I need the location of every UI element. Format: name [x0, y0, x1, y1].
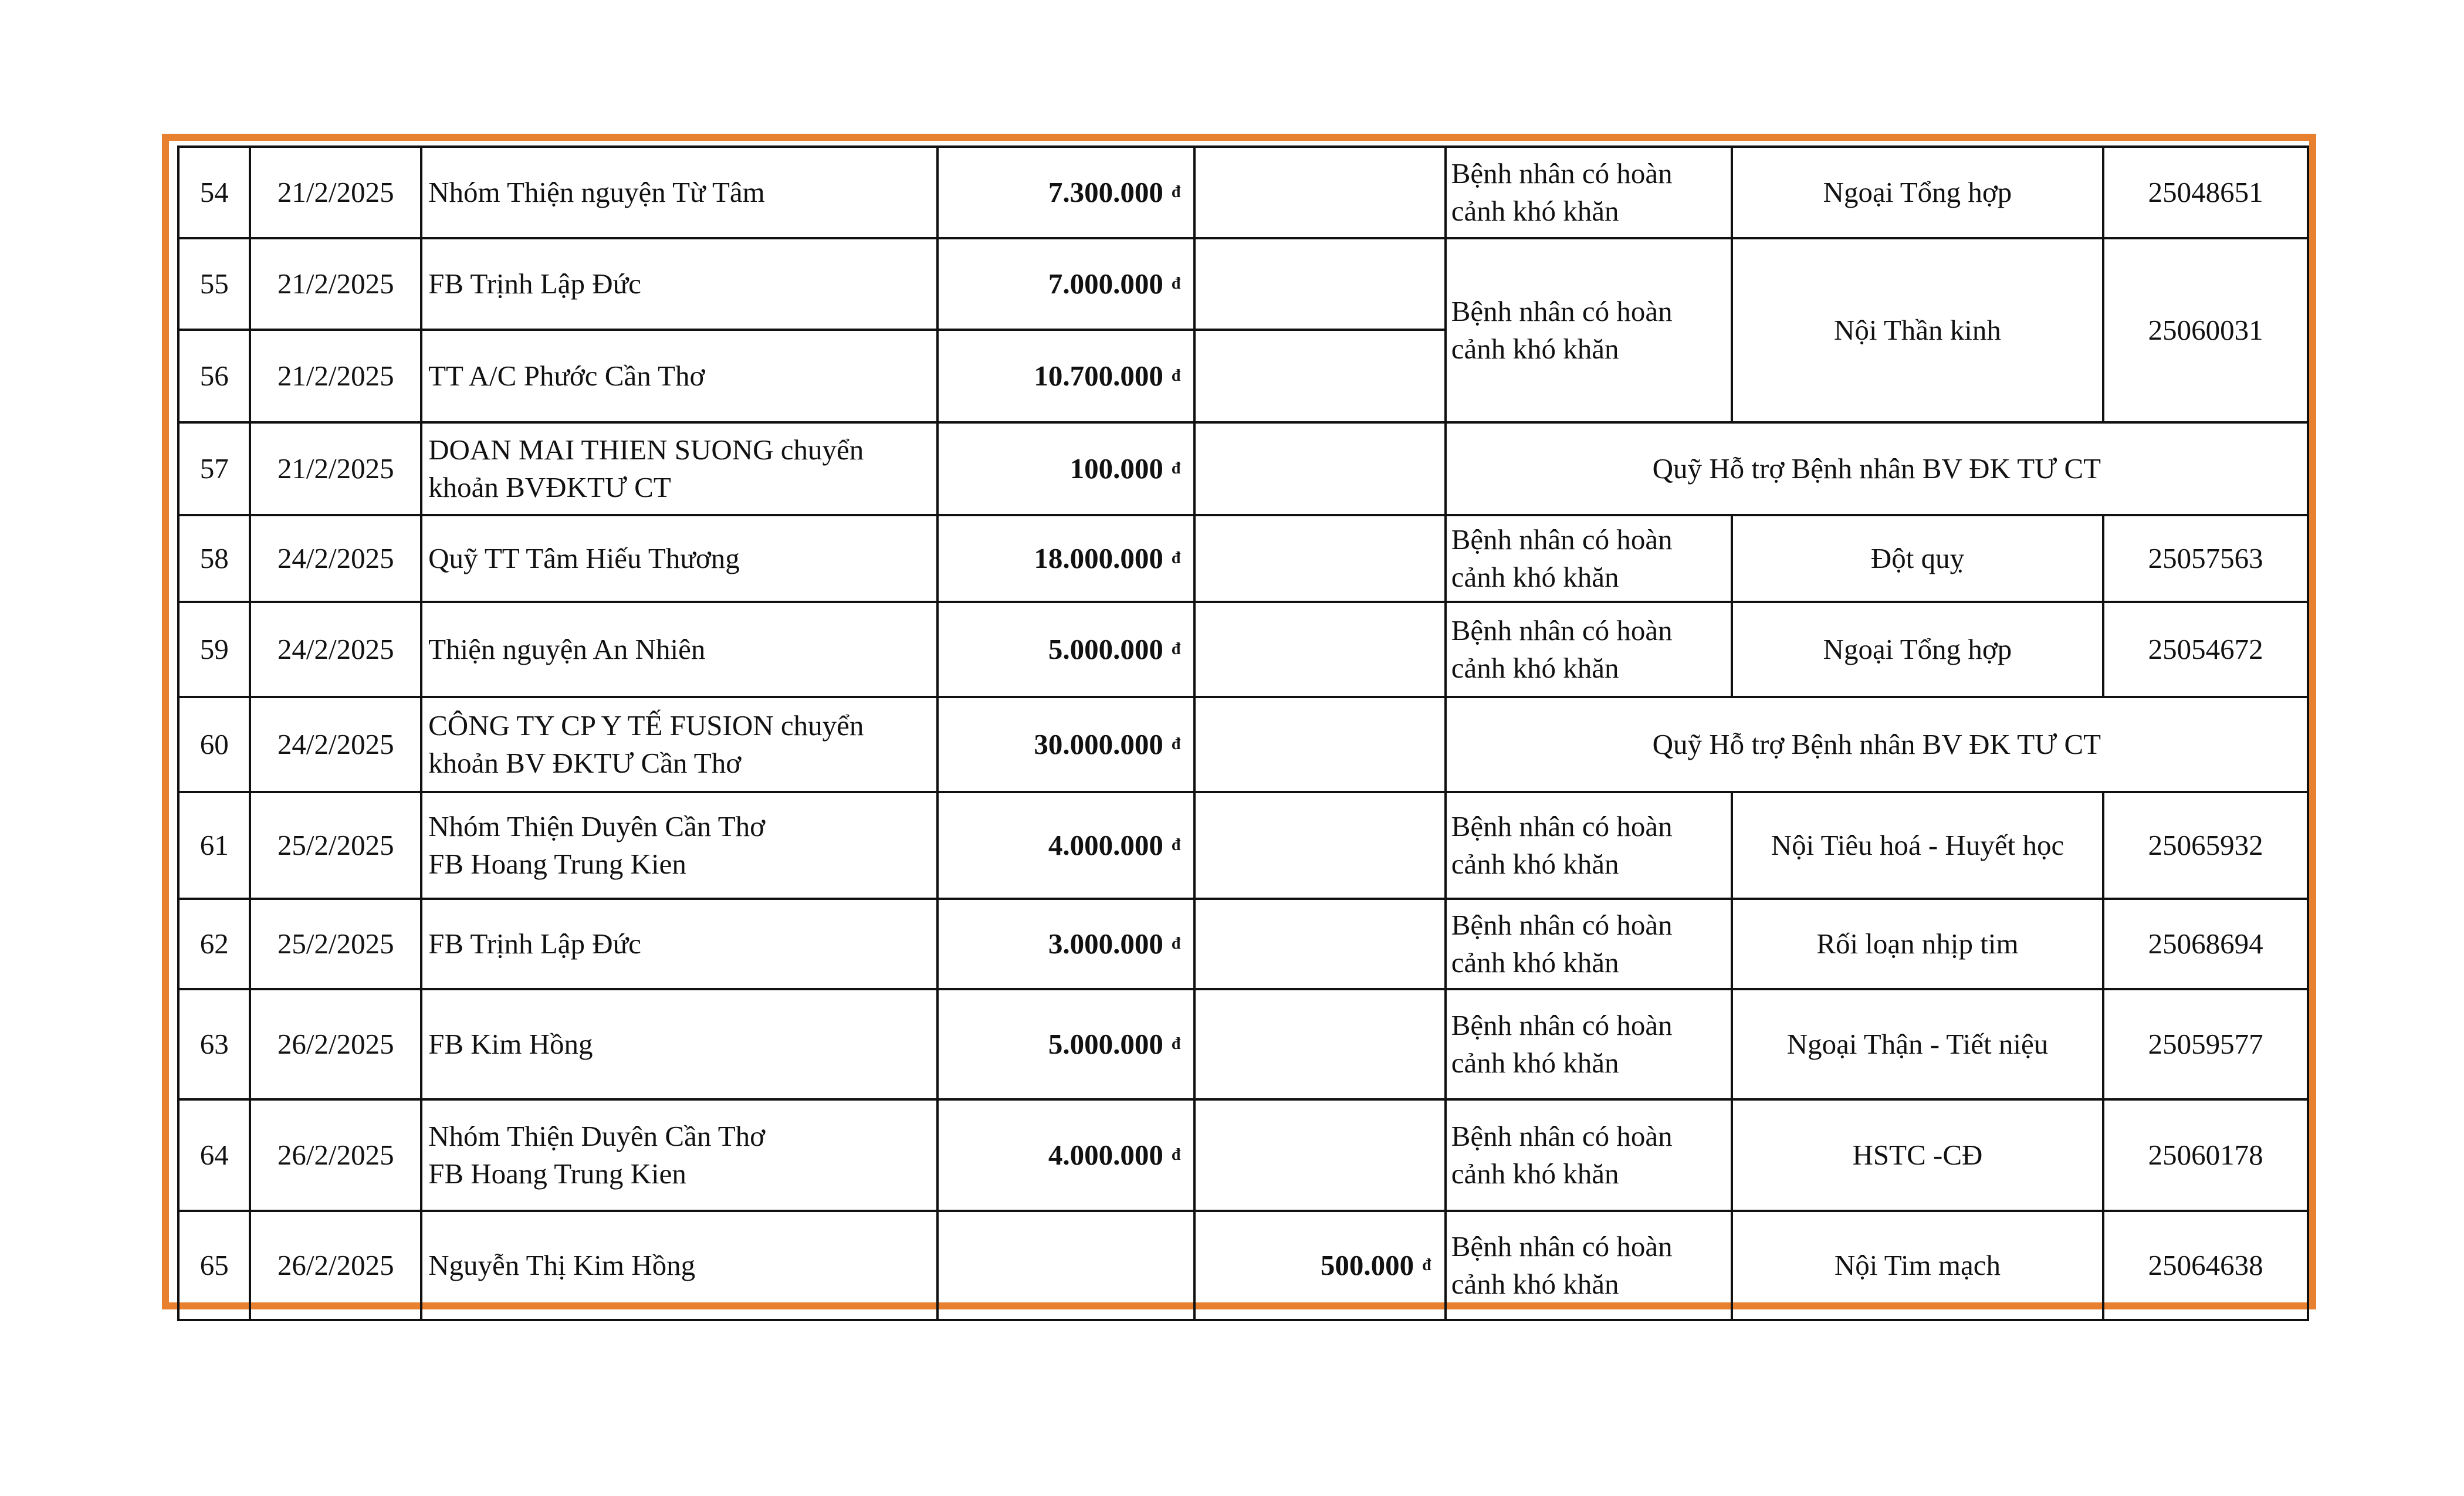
purpose-line: cảnh khó khăn [1451, 1157, 1619, 1190]
patient-code: 25065932 [2103, 792, 2308, 899]
donor-name-line: FB Trịnh Lập Đức [428, 268, 641, 300]
table-row [178, 422, 2308, 515]
currency-symbol: đ [1171, 183, 1181, 201]
row-number: 63 [178, 989, 250, 1099]
fund-name: Quỹ Hỗ trợ Bệnh nhân BV ĐK TƯ CT [1446, 697, 2308, 792]
amount-value: 100.000 [1069, 452, 1163, 485]
table-row [178, 1211, 2308, 1320]
donor-name-line: Nhóm Thiện Duyên Cần Thơ [428, 810, 766, 842]
donation-date: 21/2/2025 [250, 330, 421, 422]
transfer-amount [1194, 422, 1445, 515]
amount-value: 3.000.000 [1048, 928, 1163, 960]
donation-date: 24/2/2025 [250, 602, 421, 697]
currency-symbol: đ [1171, 1146, 1181, 1164]
donor-name-line: DOAN MAI THIEN SUONG chuyển [428, 434, 864, 466]
currency-symbol: đ [1422, 1256, 1431, 1274]
purpose-line: Bệnh nhân có hoàn [1451, 1009, 1673, 1041]
donation-date: 24/2/2025 [250, 697, 421, 792]
donor-name [421, 238, 937, 330]
department: Nội Thần kinh [1732, 238, 2103, 422]
fund-name: Quỹ Hỗ trợ Bệnh nhân BV ĐK TƯ CT [1446, 422, 2308, 515]
row-number: 64 [178, 1099, 250, 1211]
patient-code: 25068694 [2103, 899, 2308, 989]
table-row [178, 147, 2308, 238]
purpose-line: Bệnh nhân có hoàn [1451, 157, 1673, 189]
donor-name [421, 1211, 937, 1320]
donor-name-line: Nhóm Thiện Duyên Cần Thơ [428, 1120, 766, 1152]
purpose [1446, 1099, 1732, 1211]
cash-amount [937, 792, 1194, 899]
row-number: 62 [178, 899, 250, 989]
cash-amount [937, 602, 1194, 697]
donor-name-line: Nguyễn Thị Kim Hồng [428, 1249, 696, 1281]
patient-code: 25059577 [2103, 989, 2308, 1099]
donor-name [421, 697, 937, 792]
cash-amount [937, 422, 1194, 515]
cash-amount [937, 238, 1194, 330]
donor-name [421, 147, 937, 238]
row-number: 65 [178, 1211, 250, 1320]
purpose [1446, 899, 1732, 989]
patient-code: 25048651 [2103, 147, 2308, 238]
donor-name [421, 899, 937, 989]
amount-value: 7.000.000 [1048, 268, 1163, 300]
currency-symbol: đ [1171, 1035, 1181, 1053]
purpose [1446, 792, 1732, 899]
donation-date: 21/2/2025 [250, 422, 421, 515]
row-number: 58 [178, 515, 250, 602]
purpose-line: cảnh khó khăn [1451, 1268, 1619, 1300]
amount-value: 500.000 [1320, 1249, 1414, 1281]
amount-value: 5.000.000 [1048, 633, 1163, 665]
donor-name [421, 1099, 937, 1211]
cash-amount [937, 515, 1194, 602]
amount-value: 4.000.000 [1048, 1139, 1163, 1171]
cash-amount [937, 147, 1194, 238]
donation-date: 25/2/2025 [250, 792, 421, 899]
purpose-line: Bệnh nhân có hoàn [1451, 295, 1673, 327]
donor-name-line: Quỹ TT Tâm Hiếu Thương [428, 542, 740, 574]
department: Ngoại Tổng hợp [1732, 602, 2103, 697]
purpose [1446, 147, 1732, 238]
currency-symbol: đ [1171, 735, 1181, 753]
transfer-amount [1194, 147, 1445, 238]
donor-name [421, 330, 937, 422]
purpose-line: Bệnh nhân có hoàn [1451, 810, 1673, 842]
department: Ngoại Tổng hợp [1732, 147, 2103, 238]
donor-name-line: khoản BV ĐKTƯ Cần Thơ [428, 747, 742, 779]
row-number: 60 [178, 697, 250, 792]
cash-amount [937, 989, 1194, 1099]
row-number: 54 [178, 147, 250, 238]
donation-table [177, 145, 2309, 1321]
purpose-line: Bệnh nhân có hoàn [1451, 523, 1673, 556]
cash-amount [937, 697, 1194, 792]
amount-value: 18.000.000 [1034, 542, 1163, 574]
table-row [178, 238, 2308, 330]
cash-amount [937, 1099, 1194, 1211]
cash-amount [937, 330, 1194, 422]
amount-value: 5.000.000 [1048, 1028, 1163, 1060]
currency-symbol: đ [1171, 836, 1181, 854]
donation-date: 24/2/2025 [250, 515, 421, 602]
transfer-amount [1194, 989, 1445, 1099]
donor-name-line: FB Trịnh Lập Đức [428, 928, 641, 960]
table-row [178, 899, 2308, 989]
department: HSTC -CĐ [1732, 1099, 2103, 1211]
amount-value: 30.000.000 [1034, 728, 1163, 760]
department: Đột quỵ [1732, 515, 2103, 602]
amount-value: 10.700.000 [1034, 360, 1163, 392]
row-number: 59 [178, 602, 250, 697]
transfer-amount [1194, 602, 1445, 697]
patient-code: 25060178 [2103, 1099, 2308, 1211]
purpose-line: cảnh khó khăn [1451, 848, 1619, 880]
donor-name-line: khoản BVĐKTƯ CT [428, 471, 671, 503]
currency-symbol: đ [1171, 549, 1181, 567]
transfer-amount [1194, 899, 1445, 989]
donation-date: 26/2/2025 [250, 989, 421, 1099]
purpose-line: Bệnh nhân có hoàn [1451, 614, 1673, 647]
purpose [1446, 602, 1732, 697]
amount-value: 4.000.000 [1048, 829, 1163, 861]
donor-name [421, 422, 937, 515]
purpose-line: cảnh khó khăn [1451, 195, 1619, 227]
amount-value: 7.300.000 [1048, 176, 1163, 208]
table-row [178, 602, 2308, 697]
transfer-amount [1194, 238, 1445, 330]
donation-date: 26/2/2025 [250, 1099, 421, 1211]
table-row [178, 989, 2308, 1099]
donor-name-line: TT A/C Phước Cần Thơ [428, 360, 705, 392]
department: Nội Tim mạch [1732, 1211, 2103, 1320]
row-number: 56 [178, 330, 250, 422]
patient-code: 25060031 [2103, 238, 2308, 422]
donor-name [421, 515, 937, 602]
table-body [178, 147, 2308, 1320]
purpose-line: Bệnh nhân có hoàn [1451, 1120, 1673, 1152]
row-number: 61 [178, 792, 250, 899]
transfer-amount [1194, 330, 1445, 422]
purpose-line: cảnh khó khăn [1451, 1047, 1619, 1079]
department: Nội Tiêu hoá - Huyết học [1732, 792, 2103, 899]
transfer-amount [1194, 1099, 1445, 1211]
currency-symbol: đ [1171, 367, 1181, 385]
department: Rối loạn nhịp tim [1732, 899, 2103, 989]
table-row [178, 1099, 2308, 1211]
currency-symbol: đ [1171, 935, 1181, 953]
patient-code: 25057563 [2103, 515, 2308, 602]
donor-name-line: Nhóm Thiện nguyện Từ Tâm [428, 176, 765, 208]
table-row [178, 697, 2308, 792]
donation-date: 21/2/2025 [250, 238, 421, 330]
table-row [178, 792, 2308, 899]
donation-table-frame [162, 134, 2316, 1309]
transfer-amount [1194, 1211, 1445, 1320]
department: Ngoại Thận - Tiết niệu [1732, 989, 2103, 1099]
purpose-line: Bệnh nhân có hoàn [1451, 1230, 1673, 1263]
donation-date: 25/2/2025 [250, 899, 421, 989]
row-number: 55 [178, 238, 250, 330]
donation-date: 26/2/2025 [250, 1211, 421, 1320]
patient-code: 25054672 [2103, 602, 2308, 697]
purpose [1446, 238, 1732, 422]
donor-name [421, 792, 937, 899]
purpose [1446, 515, 1732, 602]
currency-symbol: đ [1171, 275, 1181, 293]
currency-symbol: đ [1171, 459, 1181, 478]
transfer-amount [1194, 697, 1445, 792]
purpose-line: cảnh khó khăn [1451, 561, 1619, 593]
donor-name-line: FB Hoang Trung Kien [428, 848, 686, 880]
currency-symbol: đ [1171, 640, 1181, 658]
donor-name-line: FB Hoang Trung Kien [428, 1157, 686, 1190]
transfer-amount [1194, 515, 1445, 602]
donor-name-line: Thiện nguyện An Nhiên [428, 633, 706, 665]
cash-amount [937, 899, 1194, 989]
purpose [1446, 1211, 1732, 1320]
transfer-amount [1194, 792, 1445, 899]
donor-name [421, 602, 937, 697]
row-number: 57 [178, 422, 250, 515]
cash-amount [937, 1211, 1194, 1320]
table-row [178, 515, 2308, 602]
purpose-line: cảnh khó khăn [1451, 652, 1619, 684]
donation-date: 21/2/2025 [250, 147, 421, 238]
purpose [1446, 989, 1732, 1099]
purpose-line: cảnh khó khăn [1451, 333, 1619, 365]
donor-name-line: FB Kim Hồng [428, 1028, 593, 1060]
patient-code: 25064638 [2103, 1211, 2308, 1320]
purpose-line: cảnh khó khăn [1451, 946, 1619, 979]
donor-name [421, 989, 937, 1099]
purpose-line: Bệnh nhân có hoàn [1451, 909, 1673, 941]
donor-name-line: CÔNG TY CP Y TẾ FUSION chuyển [428, 709, 864, 742]
